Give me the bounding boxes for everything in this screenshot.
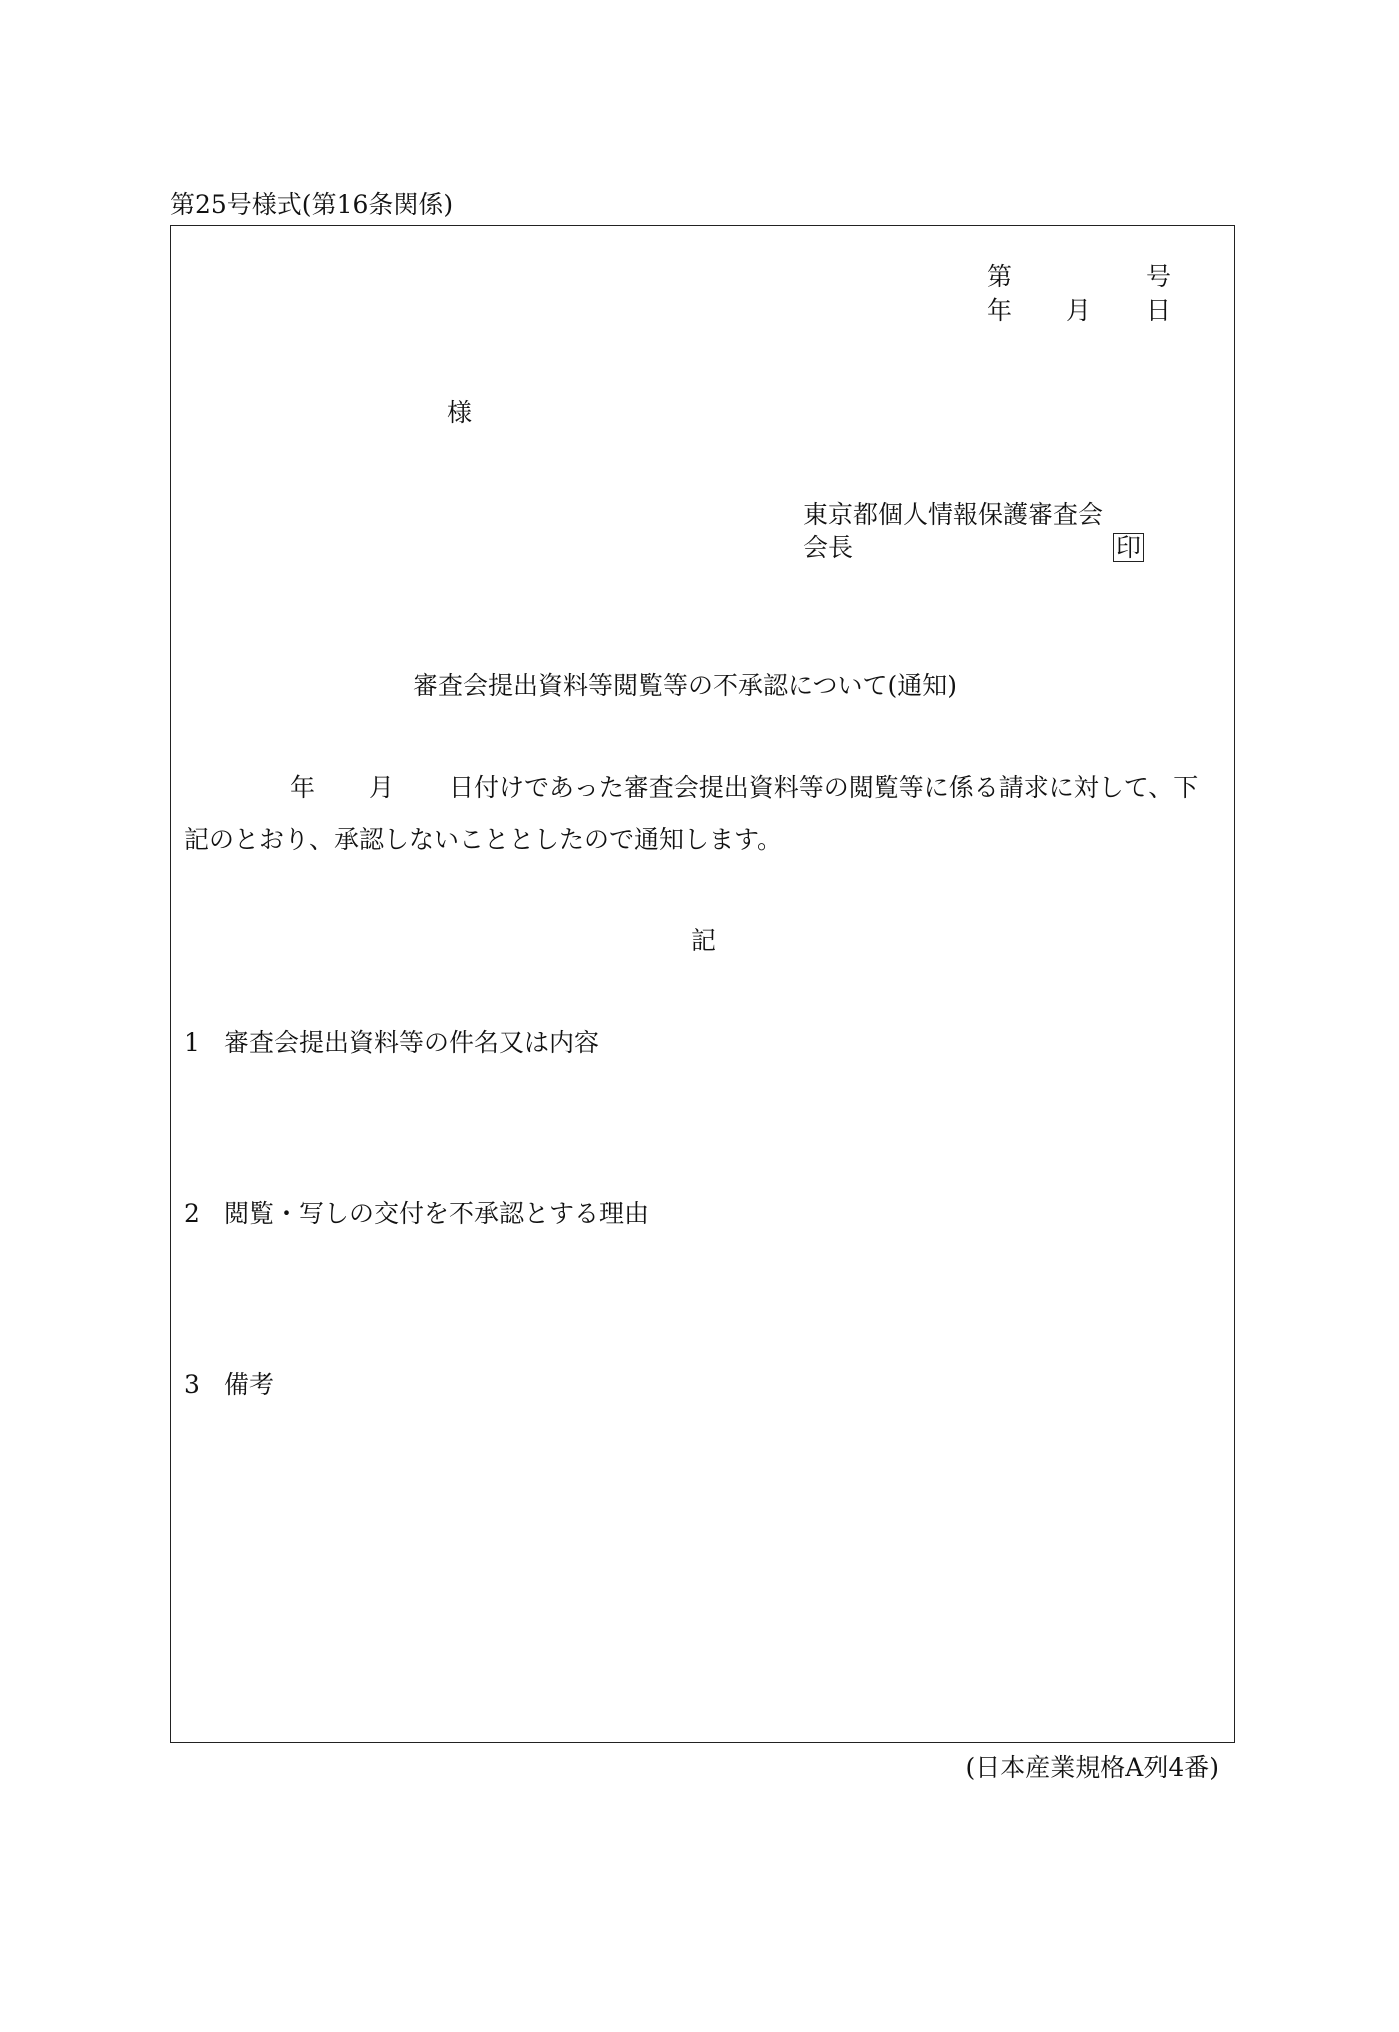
body-year: 年 [290,773,316,802]
issuer-organization: 東京都個人情報保護審査会 [803,500,1104,529]
form-label: 第25号様式(第16条関係) [170,190,454,219]
doc-number-suffix: 号 [1146,262,1172,291]
issuer-seal [1113,533,1144,562]
date-year: 年 [987,296,1013,325]
body-line2: 記のとおり、承認しないこととしたので通知します。 [184,825,783,854]
issuer-title: 会長 [803,533,854,562]
ki-heading: 記 [691,926,717,955]
subject-title: 審査会提出資料等閲覧等の不承認について(通知) [413,671,958,700]
addressee-honorific: 様 [447,398,473,427]
footer-paper-size: (日本産業規格A列4番) [965,1753,1219,1782]
item-1-label: 審査会提出資料等の件名又は内容 [224,1028,600,1057]
item-2-number: 2 [184,1199,200,1228]
seal-mark: 印 [1113,533,1144,562]
form-frame [170,225,1235,1743]
date-month: 月 [1066,296,1092,325]
item-2-label: 閲覧・写しの交付を不承認とする理由 [224,1199,650,1228]
item-3-number: 3 [184,1370,200,1399]
body-line1-rest: 日付けであった審査会提出資料等の閲覧等に係る請求に対して、下 [449,773,1199,802]
item-3-label: 備考 [224,1370,275,1399]
item-1-number: 1 [184,1028,200,1057]
body-month: 月 [369,773,395,802]
doc-number-prefix: 第 [987,262,1013,291]
date-day: 日 [1146,296,1172,325]
